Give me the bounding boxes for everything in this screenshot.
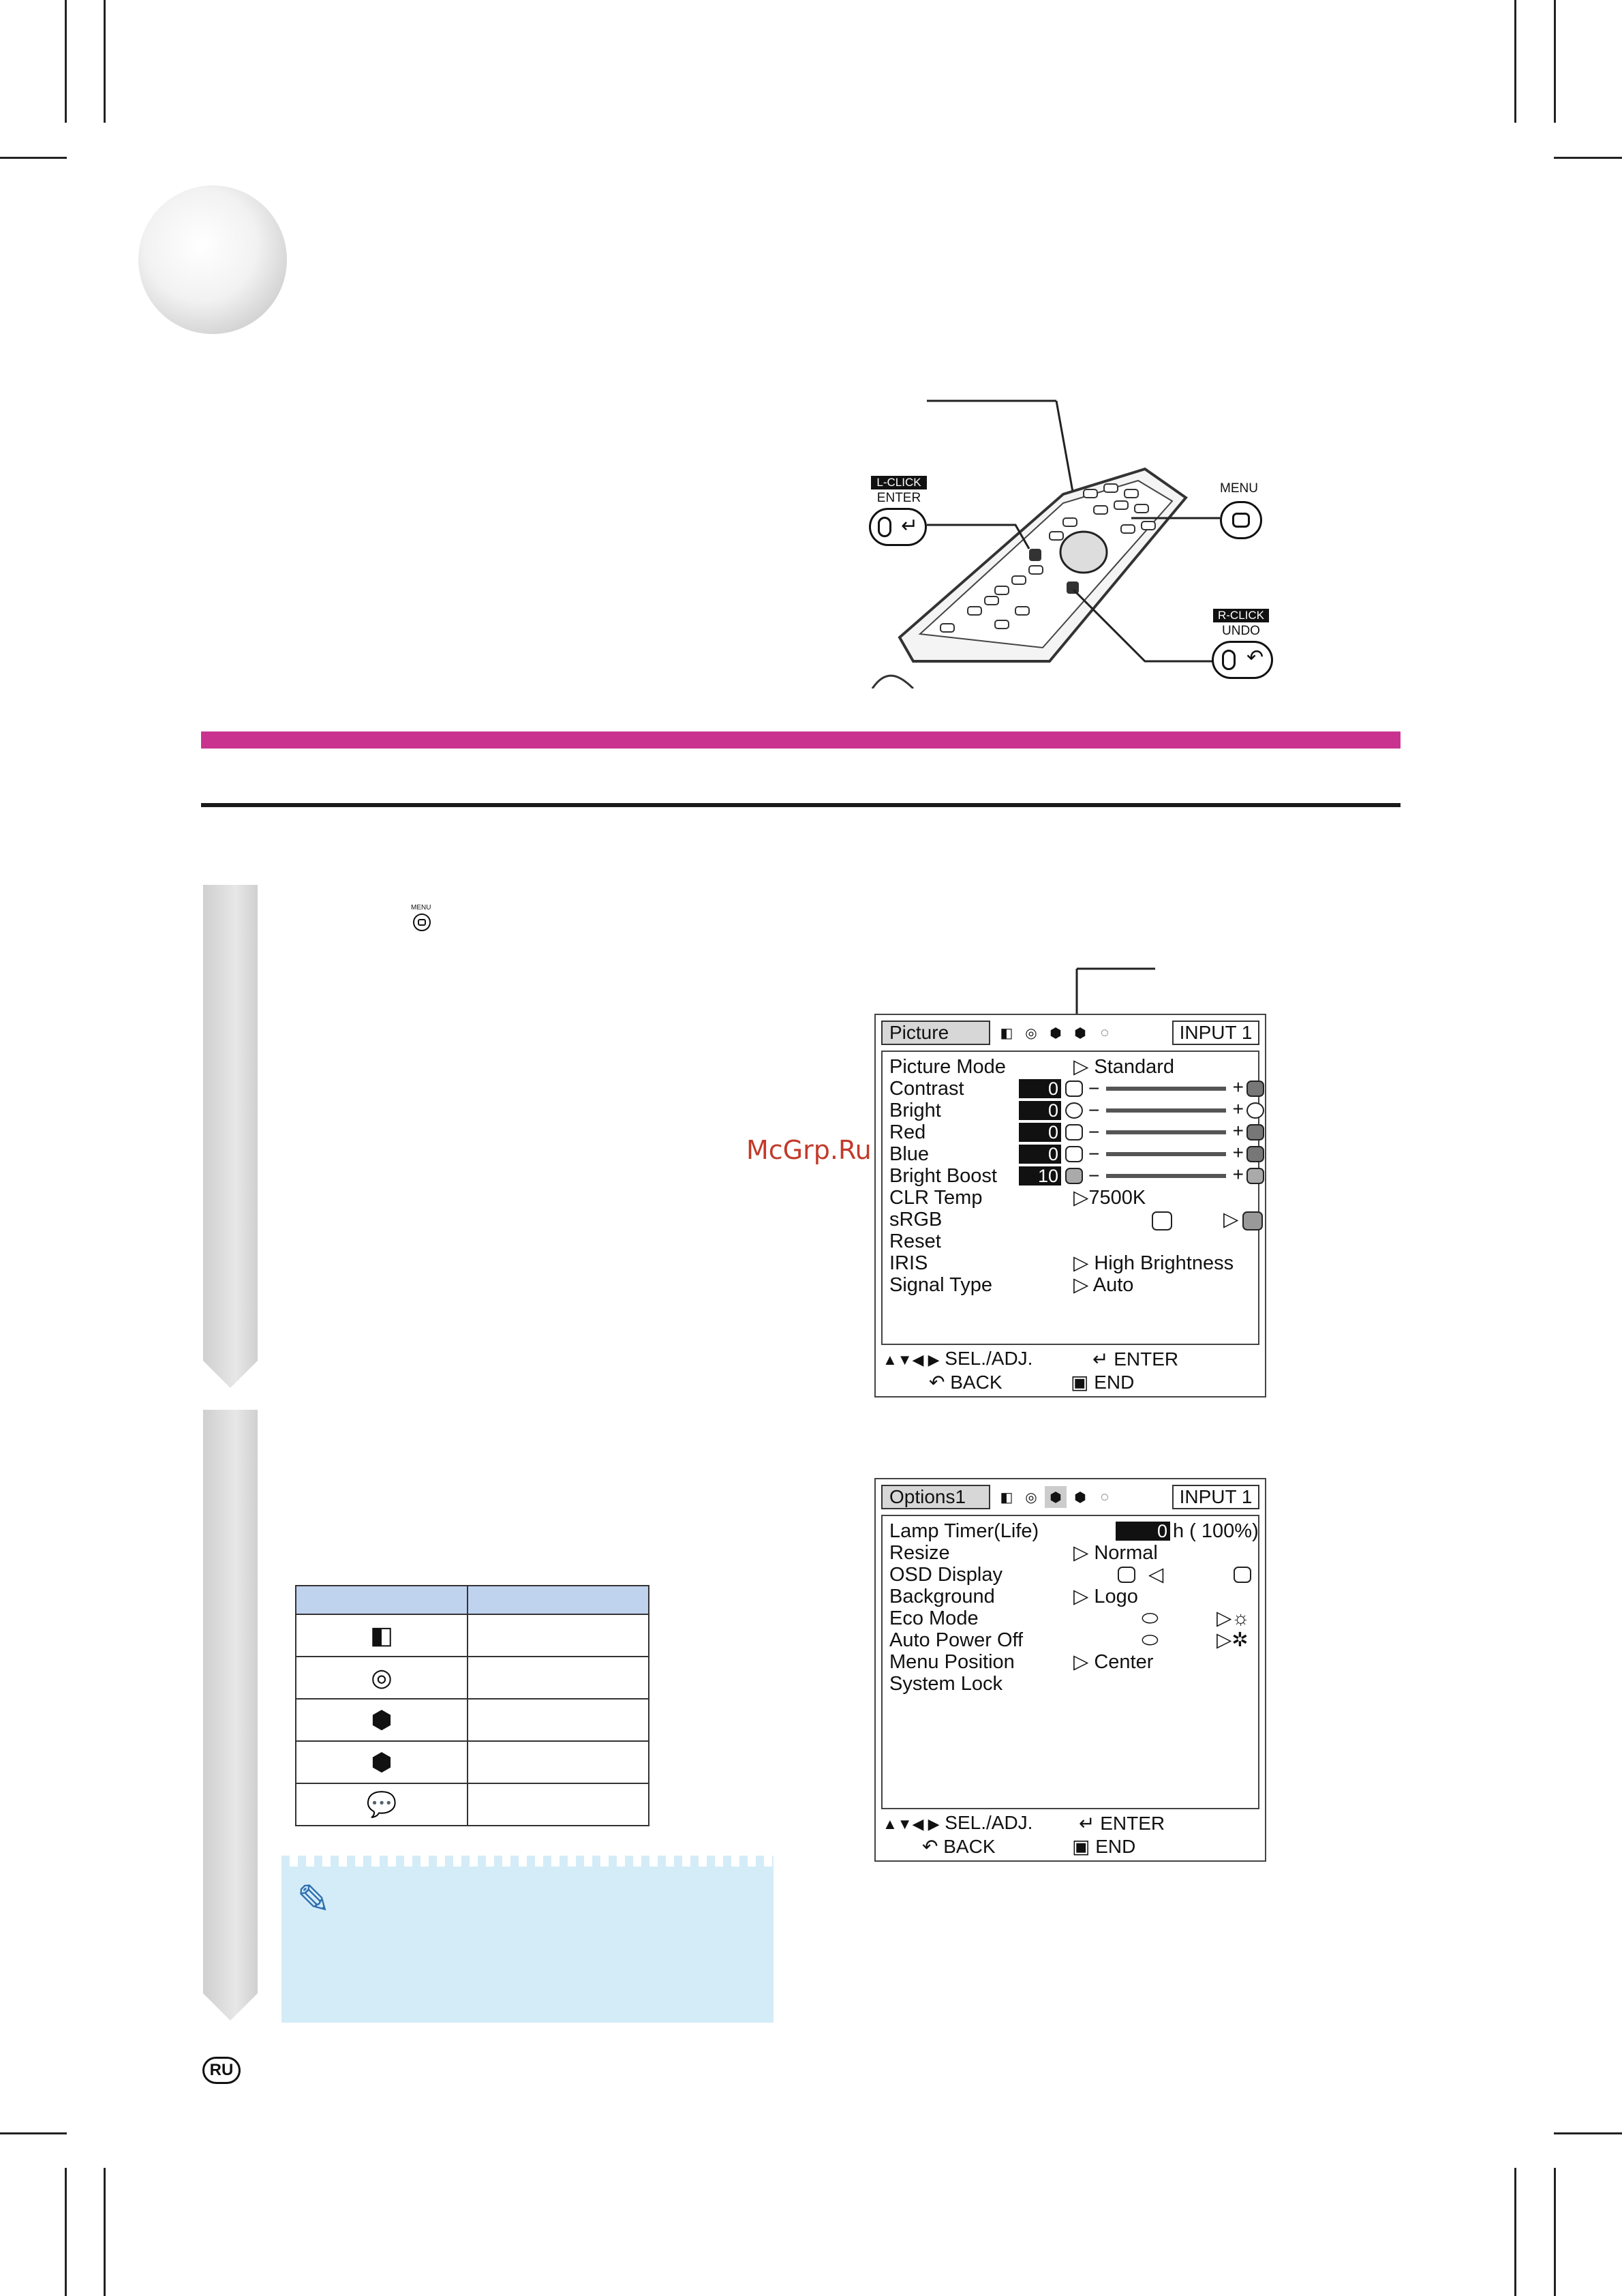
menu-button[interactable] [1220,501,1262,539]
table-header-cell [296,1586,468,1614]
language-icon: 💬 [366,1790,397,1818]
menu-label: MENU [1220,481,1258,496]
mouse-icon [1222,650,1236,670]
section-circle [138,185,287,334]
tab-options1[interactable]: Options1 [881,1485,990,1509]
menu-row[interactable]: Background ▷ Logo [889,1586,1138,1607]
menu-row[interactable]: Contrast 0 − + [889,1078,1254,1100]
input-indicator: INPUT 1 [1172,1021,1259,1045]
enter-label: ENTER [876,491,921,505]
input-indicator: INPUT 1 [1172,1485,1259,1509]
menu-row[interactable]: Reset [889,1230,941,1252]
fine-sync-icon[interactable]: ◎ [1025,1490,1037,1505]
table-row [296,1657,649,1699]
options1-icon[interactable]: ⬢ [1045,1486,1067,1508]
osd-footer: ▲▼◀ ▶ SEL./ADJ. ↵ ENTER ↶ BACK ▣ END [883,1348,1179,1393]
options1-icon: ⬢ [371,1706,393,1734]
menu-row[interactable]: Menu Position ▷ Center [889,1651,1154,1673]
picture-icon[interactable]: ◧ [1000,1490,1013,1505]
crop-mark [0,157,67,159]
tab-picture[interactable]: Picture [881,1021,990,1045]
crop-mark [1554,2168,1556,2296]
crop-mark [1554,0,1556,123]
menu-row[interactable]: Red 0 − + [889,1121,1254,1143]
menu-row[interactable]: OSD Display ◁ [889,1564,1254,1586]
menu-row[interactable]: Resize ▷ Normal [889,1542,1158,1564]
menu-row[interactable]: Lamp Timer(Life) 0 h ( 100%) [889,1520,1259,1542]
picture-menu-screen [874,1014,1266,1398]
watermark: McGrp.Ru [746,1135,872,1165]
note-box [281,1856,774,2023]
menu-row[interactable]: Signal Type ▷ Auto [889,1274,1134,1296]
picture-icon[interactable]: ◧ [1000,1025,1013,1041]
menu-row[interactable]: Auto Power Off ⬭ ▷✲ [889,1629,1249,1651]
menu-small-label: MENU [411,904,431,911]
menu-row[interactable]: Picture Mode ▷ Standard [889,1056,1175,1078]
table-row [296,1783,649,1826]
menu-row[interactable]: Eco Mode ⬭ ▷☼ [889,1607,1250,1629]
table-row [296,1614,649,1657]
crop-mark [104,0,106,123]
options2-icon[interactable]: ⬢ [1074,1025,1086,1041]
undo-button[interactable] [1212,641,1273,679]
language-badge: RU [202,2057,241,2084]
mouse-icon [878,517,891,537]
crop-mark [65,0,67,123]
menu-row[interactable]: IRIS ▷ High Brightness [889,1252,1234,1274]
undo-icon: ↶ [1246,646,1264,669]
crop-mark [1514,2168,1516,2296]
crop-mark [1554,2132,1622,2134]
menu-icon [1232,513,1250,528]
menu-row[interactable]: Bright Boost 10 − + [889,1165,1254,1187]
section-divider [201,803,1401,807]
crop-mark [65,2168,67,2296]
enter-button[interactable] [869,508,927,546]
lclick-badge: L-CLICK [871,476,927,489]
menu-row[interactable]: Blue 0 − + [889,1143,1254,1165]
step-2-tab [203,1410,258,2021]
pencil-icon: ✎ [296,1877,331,1922]
rclick-badge: R-CLICK [1213,609,1269,622]
menu-icon-table [295,1585,649,1826]
section-bar [201,731,1401,749]
menu-small-icon [413,913,431,931]
language-icon[interactable]: ◌ [1101,1025,1109,1040]
crop-mark [1554,157,1622,159]
table-row [296,1741,649,1783]
table-row [296,1699,649,1741]
language-icon[interactable]: ◌ [1101,1489,1109,1505]
crop-mark [0,2132,67,2134]
options1-menu-screen [874,1478,1266,1862]
crop-mark [104,2168,106,2296]
picture-icon: ◧ [369,1621,393,1649]
crop-mark [1514,0,1516,123]
table-header-cell [468,1586,649,1614]
enter-icon: ↵ [901,515,919,537]
osd-footer: ▲▼◀ ▶ SEL./ADJ. ↵ ENTER ↶ BACK ▣ END [883,1812,1165,1857]
options2-icon[interactable]: ⬢ [1074,1490,1086,1505]
menu-row[interactable]: sRGB ▷ [889,1209,1254,1230]
options1-icon[interactable]: ⬢ [1050,1025,1062,1041]
fine-sync-icon[interactable]: ◎ [1025,1025,1037,1041]
menu-row[interactable]: Bright 0 − + [889,1100,1254,1121]
step-1-tab [203,885,258,1388]
menu-row[interactable]: System Lock [889,1673,1003,1695]
options2-icon: ⬢ [371,1748,393,1776]
undo-label: UNDO [1222,624,1260,638]
fine-sync-icon: ◎ [371,1663,393,1691]
menu-row[interactable]: CLR Temp ▷7500K [889,1187,1146,1209]
